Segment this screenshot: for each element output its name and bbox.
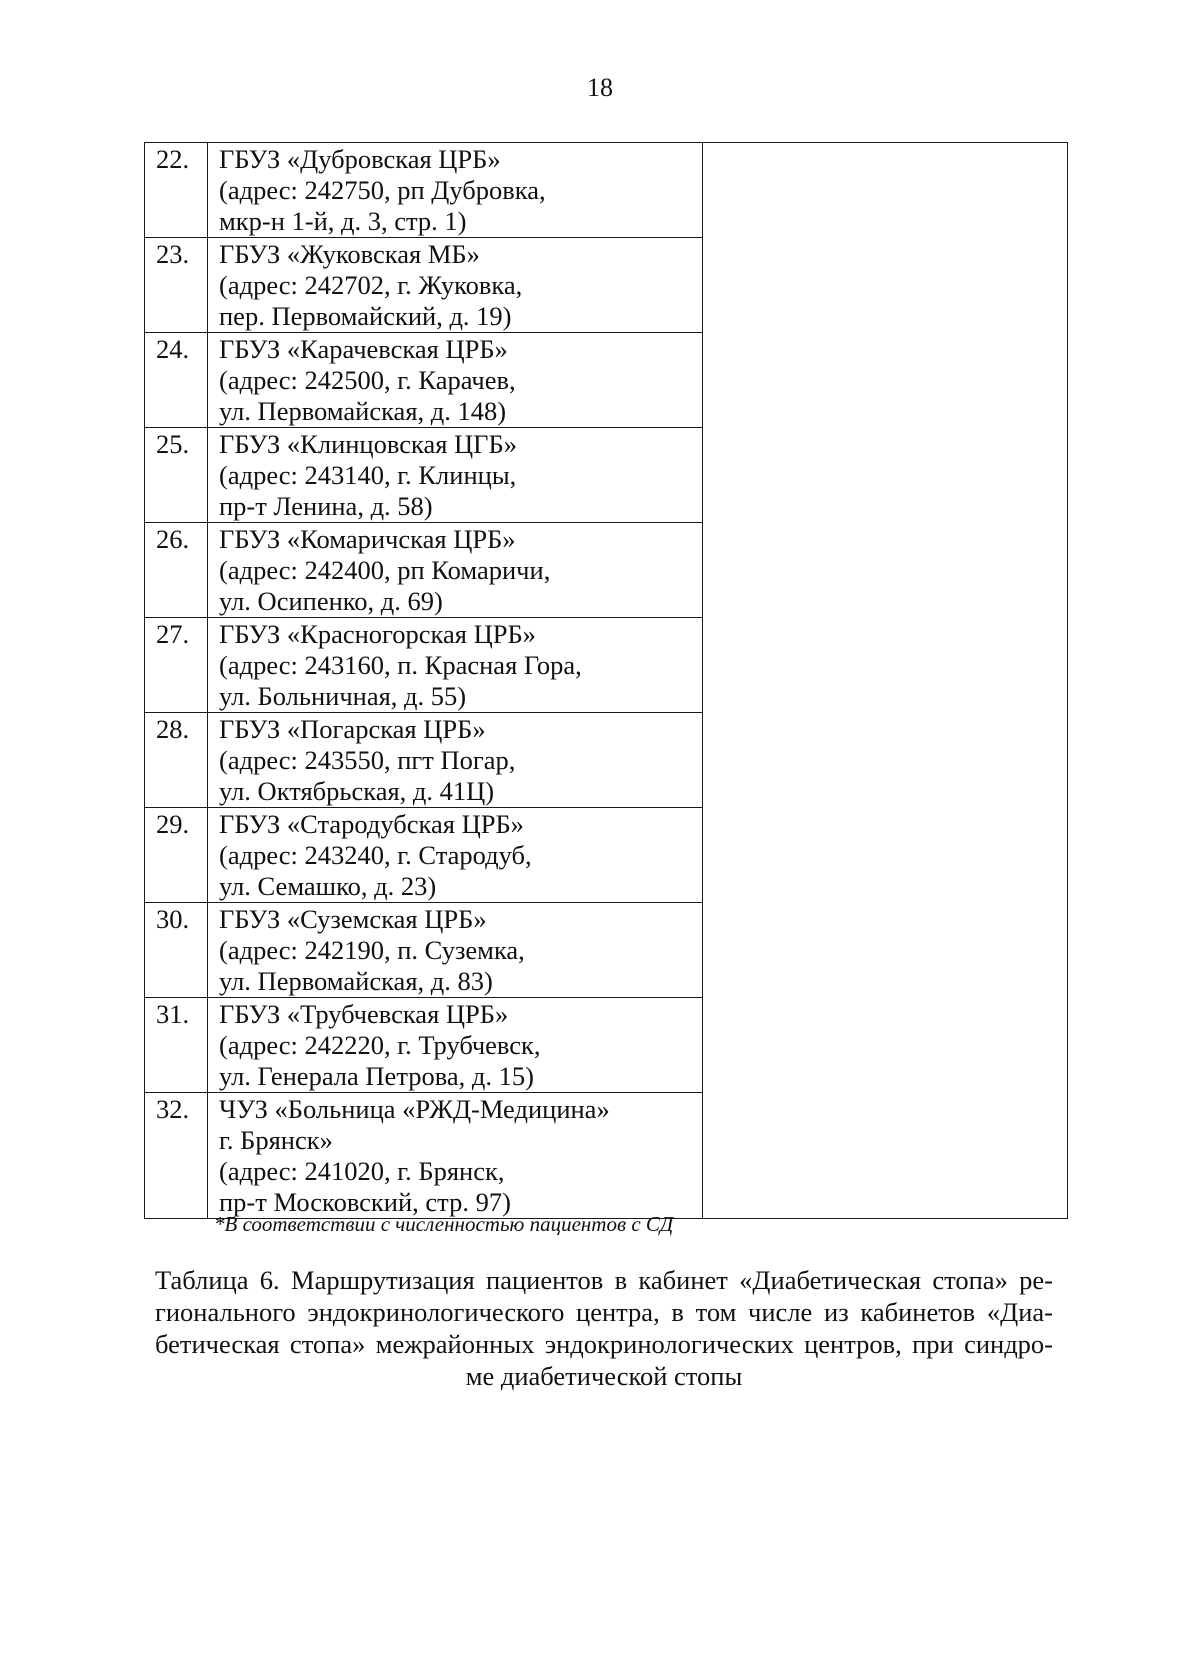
caption-line: Таблица 6. Маршрутизация пациентов в кабинет «Диабетическая стопа» ре- xyxy=(155,1265,1053,1295)
institution-address: пр-т Ленина, д. 58) xyxy=(219,491,433,521)
institution-address: пер. Первомайский, д. 19) xyxy=(219,301,512,331)
institution-cell xyxy=(208,238,703,333)
row-number: 31. xyxy=(145,998,208,1093)
institution-cell xyxy=(208,333,703,428)
page-number: 18 xyxy=(587,73,613,102)
institution-name: ЧУЗ «Больница «РЖД-Медицина» xyxy=(219,1094,610,1124)
row-number: 30. xyxy=(145,903,208,998)
row-number: 22. xyxy=(145,143,208,238)
institution-address: (адрес: 243550, пгт Погар, xyxy=(219,745,516,775)
institution-address: пр-т Московский, стр. 97) xyxy=(219,1187,511,1217)
institution-address: ул. Генерала Петрова, д. 15) xyxy=(219,1061,534,1091)
institution-cell xyxy=(208,713,703,808)
institution-address: (адрес: 243240, г. Стародуб, xyxy=(219,840,532,870)
row-number: 23. xyxy=(145,238,208,333)
institution-address: (адрес: 241020, г. Брянск, xyxy=(219,1156,505,1186)
institution-address: ул. Больничная, д. 55) xyxy=(219,681,467,711)
row-number: 27. xyxy=(145,618,208,713)
institution-address: ул. Семашко, д. 23) xyxy=(219,871,437,901)
institution-address: (адрес: 242400, рп Комаричи, xyxy=(219,555,551,585)
institution-name: ГБУЗ «Суземская ЦРБ» xyxy=(219,904,487,934)
institution-name: ГБУЗ «Карачевская ЦРБ» xyxy=(219,334,508,364)
table-footnote: *В соответствии с численностью пациентов с СД xyxy=(214,1212,674,1236)
institution-address: (адрес: 243160, п. Красная Гора, xyxy=(219,650,582,680)
institution-name: ГБУЗ «Жуковская МБ» xyxy=(219,239,480,269)
table-body xyxy=(145,143,1068,1219)
institution-name: ГБУЗ «Красногорская ЦРБ» xyxy=(219,619,536,649)
caption-line: гионального эндокринологического центра, в том числе из кабинетов «Диа- xyxy=(155,1297,1053,1327)
institution-address: (адрес: 242702, г. Жуковка, xyxy=(219,270,523,300)
institution-name: ГБУЗ «Клинцовская ЦГБ» xyxy=(219,429,517,459)
table-row xyxy=(145,143,1068,238)
institutions-table xyxy=(144,142,1068,1219)
institution-cell xyxy=(208,143,703,238)
row-number: 24. xyxy=(145,333,208,428)
institution-address: (адрес: 243140, г. Клинцы, xyxy=(219,460,517,490)
table-6-caption xyxy=(155,1264,1053,1392)
caption-line: ме диабетической стопы xyxy=(465,1361,743,1391)
row-number: 29. xyxy=(145,808,208,903)
institution-name: ГБУЗ «Погарская ЦРБ» xyxy=(219,714,486,744)
institution-cell xyxy=(208,523,703,618)
row-number: 26. xyxy=(145,523,208,618)
institution-address: ул. Осипенко, д. 69) xyxy=(219,586,443,616)
institution-address: (адрес: 242190, п. Суземка, xyxy=(219,935,525,965)
institution-cell xyxy=(208,903,703,998)
institution-address: (адрес: 242220, г. Трубчевск, xyxy=(219,1030,541,1060)
institution-name: ГБУЗ «Стародубская ЦРБ» xyxy=(219,809,524,839)
empty-column-cell xyxy=(703,143,1068,1219)
institution-name: ГБУЗ «Комаричская ЦРБ» xyxy=(219,524,516,554)
institution-cell xyxy=(208,428,703,523)
institution-cell xyxy=(208,1093,703,1219)
institution-address: ул. Первомайская, д. 148) xyxy=(219,396,507,426)
institution-address: ул. Октябрьская, д. 41Ц) xyxy=(219,776,495,806)
institution-name: ГБУЗ «Дубровская ЦРБ» xyxy=(219,144,501,174)
row-number: 32. xyxy=(145,1093,208,1219)
row-number: 25. xyxy=(145,428,208,523)
institution-address: ул. Первомайская, д. 83) xyxy=(219,966,493,996)
row-number: 28. xyxy=(145,713,208,808)
caption-line: бетическая стопа» межрайонных эндокринологических центров, при синдро- xyxy=(155,1329,1053,1359)
institution-cell xyxy=(208,998,703,1093)
institution-name-continued: г. Брянск» xyxy=(219,1125,333,1155)
institution-address: мкр-н 1-й, д. 3, стр. 1) xyxy=(219,206,467,236)
institution-cell xyxy=(208,808,703,903)
institution-address: (адрес: 242500, г. Карачев, xyxy=(219,365,516,395)
institution-name: ГБУЗ «Трубчевская ЦРБ» xyxy=(219,999,509,1029)
institution-cell xyxy=(208,618,703,713)
institution-address: (адрес: 242750, рп Дубровка, xyxy=(219,175,546,205)
